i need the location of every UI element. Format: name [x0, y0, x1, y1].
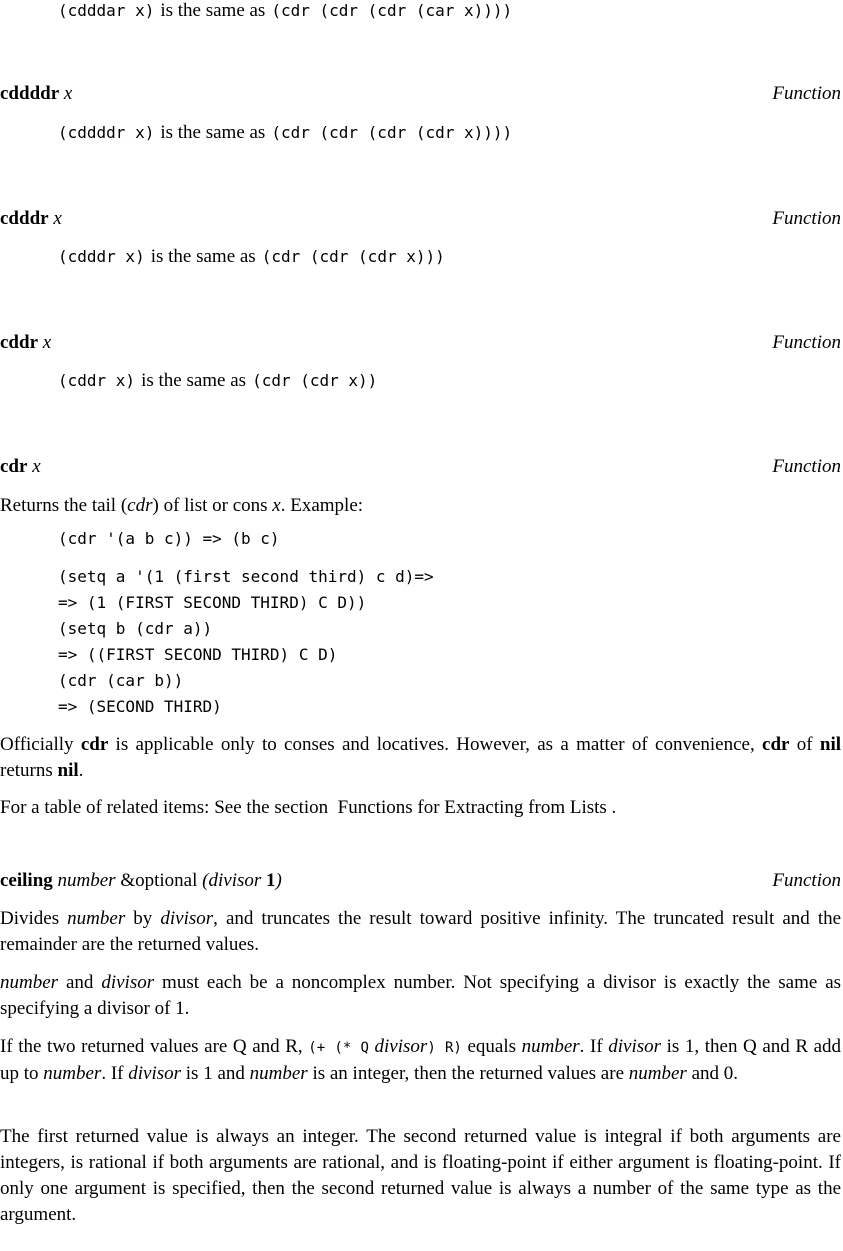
function-name: ceiling — [0, 870, 53, 891]
text: is 1 and — [185, 1063, 245, 1084]
cdddr-equivalence — [58, 244, 445, 270]
term: divisor — [160, 908, 214, 929]
cdddr-header — [0, 206, 841, 232]
term: nil — [819, 734, 841, 755]
function-arg: x — [32, 456, 41, 477]
ceiling-header — [0, 868, 841, 894]
term: divisor — [101, 972, 155, 993]
text: Returns the tail ( — [0, 495, 128, 516]
term: number — [67, 908, 126, 929]
code: (cdr (cdr x)) — [252, 371, 378, 390]
example-line: (cdr '(a b c)) => (b c) — [58, 529, 280, 548]
cddr-header — [0, 330, 841, 356]
text: and 0. — [691, 1063, 739, 1084]
function-name: cddddr — [0, 83, 60, 104]
example-line: => (SECOND THIRD) — [58, 697, 222, 716]
example-line: => (1 (FIRST SECOND THIRD) C D)) — [58, 593, 367, 612]
entry-kind: Function — [772, 456, 841, 477]
optional-close: ) — [275, 870, 282, 891]
code: (cdddar x) — [58, 1, 155, 20]
text: by — [133, 908, 153, 929]
example-line: (cdr (car b)) — [58, 671, 184, 690]
text: of — [796, 734, 813, 755]
text: If the two returned values are Q and R, — [0, 1036, 303, 1057]
code: (cddddr x) — [58, 123, 155, 142]
text: is the same as — [160, 0, 266, 21]
function-arg: number — [57, 870, 116, 891]
term: cdr — [80, 734, 109, 755]
cdr-official-note — [0, 732, 841, 784]
cdr-header — [0, 454, 841, 480]
term: number — [0, 972, 59, 993]
term: cdr — [127, 495, 153, 516]
term: cdr — [762, 734, 790, 755]
function-name: cdr — [0, 456, 28, 477]
example-line: => ((FIRST SECOND THIRD) C D) — [58, 645, 338, 664]
cdddar-equivalence — [58, 0, 512, 24]
text: , and truncates the result toward positive infinity. The truncated result and the remainder are the returned values. — [0, 908, 842, 955]
text: . If — [101, 1063, 124, 1084]
term: number — [628, 1063, 687, 1084]
text: is 1, then Q and R add up to — [0, 1036, 842, 1084]
text: Officially — [0, 734, 74, 755]
text: . — [78, 760, 84, 781]
optional-open: ( — [202, 870, 209, 891]
ceiling-paragraph-3 — [0, 1034, 841, 1087]
ceiling-paragraph-2 — [0, 970, 841, 1022]
text: must each be a noncomplex number. Not specifying a divisor is exactly the same as specifying a divisor of 1. — [0, 972, 842, 1019]
entry-kind: Function — [772, 332, 841, 353]
term: x — [272, 495, 281, 516]
entry-kind: Function — [772, 870, 841, 891]
term: number — [521, 1036, 580, 1057]
function-name: cdddr — [0, 208, 49, 229]
term: divisor — [608, 1036, 662, 1057]
code: (cdddr x) — [58, 247, 145, 266]
entry-kind: Function — [772, 208, 841, 229]
ceiling-paragraph-4: The first returned value is always an integer. The second returned value is integral if both arguments are integers, is rational if both arguments are rational, and is floating-point if either argument is floating-point. If only one argument is specified, then the second returned value is always a number of the same type as the argument. — [0, 1126, 841, 1225]
text: is the same as — [160, 122, 266, 143]
term: divisor — [374, 1036, 428, 1057]
function-name: cddr — [0, 332, 38, 353]
text: is the same as — [141, 370, 247, 391]
example-line: (setq b (cdr a)) — [58, 619, 213, 638]
optional-arg: divisor — [208, 870, 262, 891]
term: number — [43, 1063, 102, 1084]
function-arg: x — [63, 83, 73, 104]
code: (+ (* Q — [308, 1040, 369, 1056]
code: (cdr (cdr (cdr (cdr x)))) — [271, 123, 513, 142]
optional-keyword: &optional — [120, 870, 198, 891]
cdr-related-link[interactable]: For a table of related items: See the section Functions for Extracting from Lists . — [0, 797, 617, 818]
entry-kind: Function — [772, 83, 841, 104]
code: ) R) — [427, 1040, 462, 1056]
function-arg: x — [53, 208, 62, 229]
code: (cdr (cdr (cdr x))) — [261, 247, 445, 266]
text: Divides — [0, 908, 60, 929]
cddr-equivalence — [58, 368, 377, 394]
ceiling-paragraph-1 — [0, 906, 841, 958]
text: equals — [467, 1036, 517, 1057]
text: is an integer, then the returned values are — [312, 1063, 625, 1084]
term: number — [249, 1063, 308, 1084]
text: is the same as — [150, 246, 256, 267]
text: and — [65, 972, 94, 993]
cdr-description — [0, 493, 841, 519]
text: returns — [0, 760, 53, 781]
text: . Example: — [280, 495, 364, 516]
term: divisor — [128, 1063, 182, 1084]
example-line: (setq a '(1 (first second third) c d)=> — [58, 567, 434, 586]
cddddr-header — [0, 81, 841, 107]
code: (cdr (cdr (cdr (car x)))) — [271, 1, 513, 20]
code: (cddr x) — [58, 371, 136, 390]
cddddr-equivalence — [58, 120, 512, 146]
optional-default: 1 — [266, 870, 276, 891]
term: nil — [57, 760, 79, 781]
text: is applicable only to conses and locatives. However, as a matter of convenience, — [115, 734, 755, 755]
text: ) of list or cons — [152, 495, 273, 516]
function-arg: x — [42, 332, 52, 353]
text: . If — [579, 1036, 603, 1057]
